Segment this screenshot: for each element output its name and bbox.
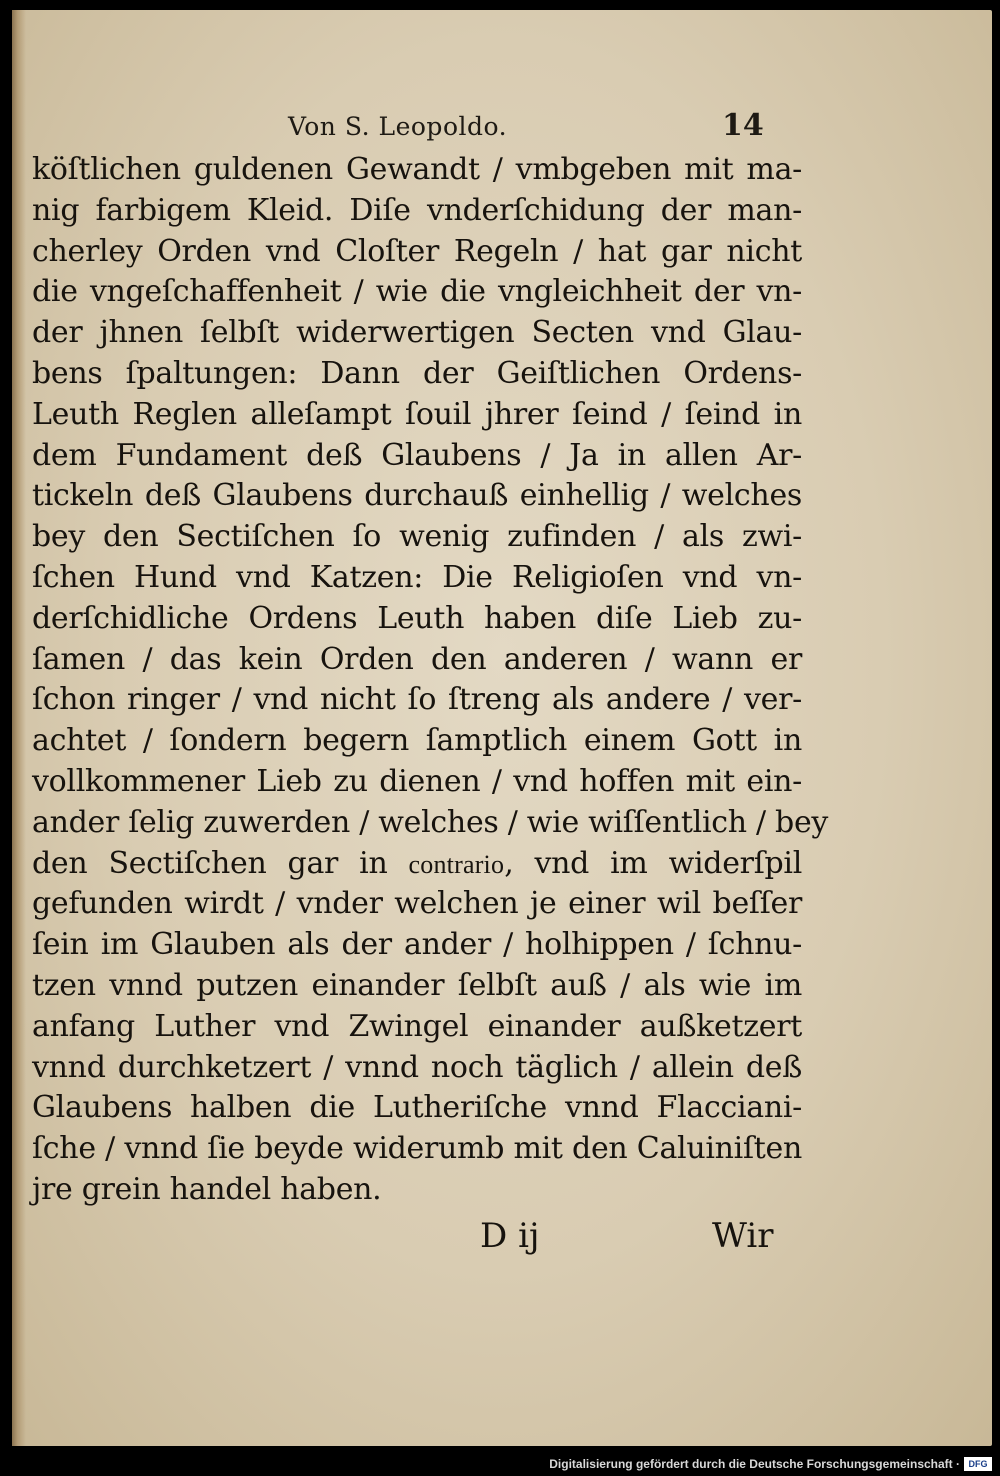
text-line: tzen vnnd putzen einander ſelbſt auß / als wie im xyxy=(32,967,802,1003)
text-line: achtet / ſondern begern ſamptlich einem Gott in xyxy=(32,723,802,759)
text-line: cherley Orden vnd Cloſter Regeln / hat gar nicht xyxy=(32,233,802,269)
text-line: köſtlichen guldenen Gewandt / vmbgeben mit ma- xyxy=(32,152,802,187)
text-line: vnnd durchketzert / vnnd noch täglich / allein deß xyxy=(32,1049,802,1085)
signature-mark: D ij xyxy=(480,1216,540,1256)
text-line: ſein im Glauben als der ander / holhippen / ſchnu- xyxy=(32,927,802,963)
text-line: gefunden wirdt / vnder welchen je einer wil beſſer xyxy=(32,886,802,922)
text-line: ſche / vnnd ſie beyde widerumb mit den Caluiniſten xyxy=(32,1131,802,1167)
page-footer xyxy=(12,1216,992,1266)
folio-number: 14 xyxy=(722,108,764,143)
text-line: ſamen / das kein Orden den anderen / wann er xyxy=(32,641,802,677)
text-line: ſchen Hund vnd Katzen: Die Religioſen vnd vn- xyxy=(32,559,802,595)
body-text xyxy=(32,150,829,1211)
text-line: tickeln deß Glaubens durchauß einhellig / welches xyxy=(32,478,802,514)
text-line: Glaubens halben die Lutheriſche vnnd Flacciani- xyxy=(32,1090,802,1126)
text-line: nig farbigem Kleid. Diſe vnderſchidung der man- xyxy=(32,192,802,228)
page-header xyxy=(12,108,992,148)
text-line: Leuth Reglen alleſampt ſouil jhrer ſeind / ſeind in xyxy=(32,396,802,432)
text-fragment: , vnd im widerſpil xyxy=(504,845,802,881)
text-line: derſchidliche Ordens Leuth haben diſe Lieb zu- xyxy=(32,600,802,636)
text-line: die vngeſchaffenheit / wie die vngleichheit der vn- xyxy=(32,274,802,310)
digitization-credit-bar xyxy=(0,1452,1000,1476)
text-line: anfang Luther vnd Zwingel einander außketzert xyxy=(32,1008,802,1044)
latin-phrase: contrario xyxy=(408,849,505,879)
book-page xyxy=(12,10,992,1446)
text-fragment: den Sectiſchen gar in xyxy=(32,845,409,881)
credit-text: Digitalisierung gefördert durch die Deutsche Forschungsgemeinschaft · xyxy=(549,1457,960,1471)
text-line-final: jre grein handel haben. xyxy=(32,1171,382,1207)
catchword: Wir xyxy=(712,1216,774,1256)
text-line: ſchon ringer / vnd nicht ſo ſtreng als andere / ver- xyxy=(32,682,802,718)
text-line: vollkommener Lieb zu dienen / vnd hoffen mit ein- xyxy=(32,763,802,799)
text-line-with-latin xyxy=(32,844,802,885)
running-head: Von S. Leopoldo. xyxy=(288,112,508,141)
dfg-logo-icon: DFG xyxy=(964,1457,992,1471)
text-line: bey den Sectiſchen ſo wenig zufinden / als zwi- xyxy=(32,519,802,555)
text-line: bens ſpaltungen: Dann der Geiſtlichen Ordens- xyxy=(32,355,802,391)
text-line: der jhnen ſelbſt widerwertigen Secten vnd Glau- xyxy=(32,315,802,351)
text-line: ander ſelig zuwerden / welches / wie wiſſentlich / bey xyxy=(32,804,829,840)
text-line: dem Fundament deß Glaubens / Ja in allen Ar- xyxy=(32,437,802,473)
